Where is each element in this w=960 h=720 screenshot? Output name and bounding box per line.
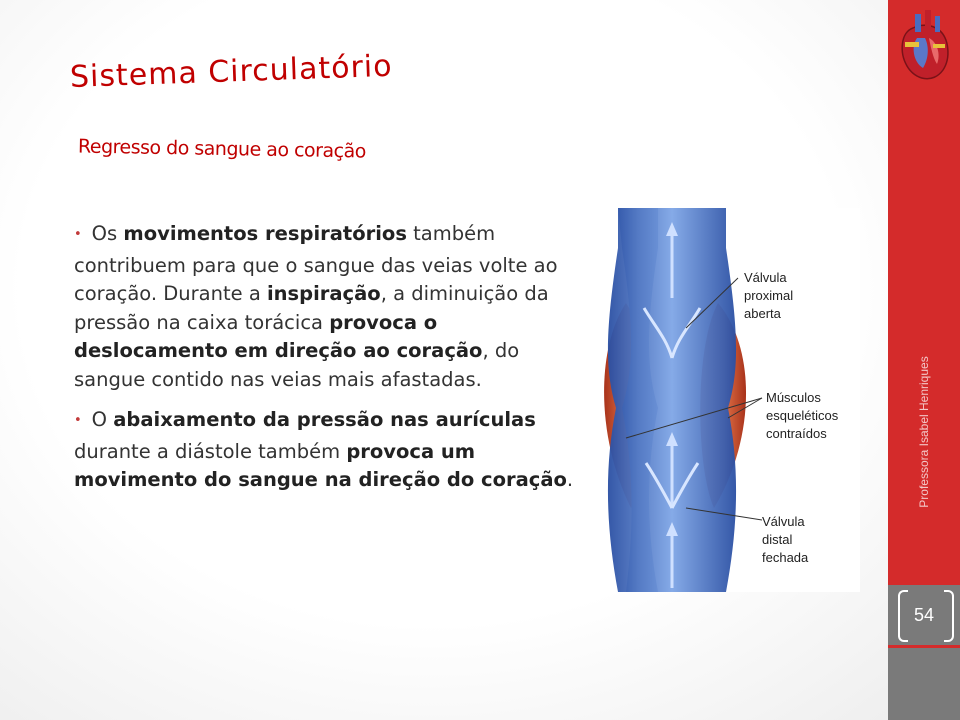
page-number: 54 — [913, 604, 935, 625]
label-muscles-1: Músculos — [766, 390, 821, 405]
bullet-1 — [74, 220, 586, 394]
heart-icon — [893, 8, 955, 86]
label-valve-proximal-3: aberta — [744, 306, 781, 321]
slide-title: Sistema Circulatório — [69, 48, 394, 95]
bullet-1-seg-1: movimentos respiratórios — [123, 222, 407, 245]
label-valve-proximal-2: proximal — [744, 288, 794, 303]
page-bracket-right — [944, 590, 954, 642]
label-valve-proximal-1: Válvula — [744, 270, 787, 285]
bullet-1-seg-4: , a diminuição da pressão na caixa torácica — [74, 282, 549, 334]
bullet-2-seg-1: abaixamento da pressão nas aurículas — [113, 408, 536, 431]
bullet-1-seg-5: provoca o deslocamento em direção ao coração — [74, 310, 483, 362]
bullet-2-seg-4: . — [566, 468, 574, 491]
label-muscles-3: contraídos — [766, 426, 827, 441]
bullet-2-seg-2: durante a diástole também — [74, 439, 347, 463]
bullet-1-seg-3: inspiração — [266, 282, 381, 305]
label-valve-distal-1: Válvula — [762, 514, 805, 529]
bullet-1-seg-2: também contribuem para que o sangue das veias volte ao coração. Durante a — [74, 222, 558, 305]
sidebar-footer — [888, 648, 960, 720]
bullet-1-seg-0: Os — [91, 222, 124, 245]
bullet-icon: • — [74, 227, 82, 242]
bullet-2-seg-3: provoca um movimento do sangue na direção do coração — [74, 439, 567, 491]
slide-body — [74, 220, 586, 507]
label-muscles-2: esqueléticos — [766, 408, 839, 423]
bullet-icon: • — [74, 413, 82, 428]
label-valve-distal-3: fechada — [762, 550, 809, 565]
label-valve-distal-2: distal — [762, 532, 793, 547]
bullet-2-seg-0: O — [91, 408, 114, 431]
vein-valve-illustration — [586, 208, 860, 592]
slide-subtitle: Regresso do sangue ao coração — [77, 135, 367, 163]
bullet-1-seg-6: , do sangue contido nas veias mais afastadas. — [74, 339, 520, 391]
author-label: Professora Isabel Henriques — [917, 356, 931, 508]
bullet-2 — [74, 406, 586, 495]
vein-diagram — [586, 208, 860, 592]
